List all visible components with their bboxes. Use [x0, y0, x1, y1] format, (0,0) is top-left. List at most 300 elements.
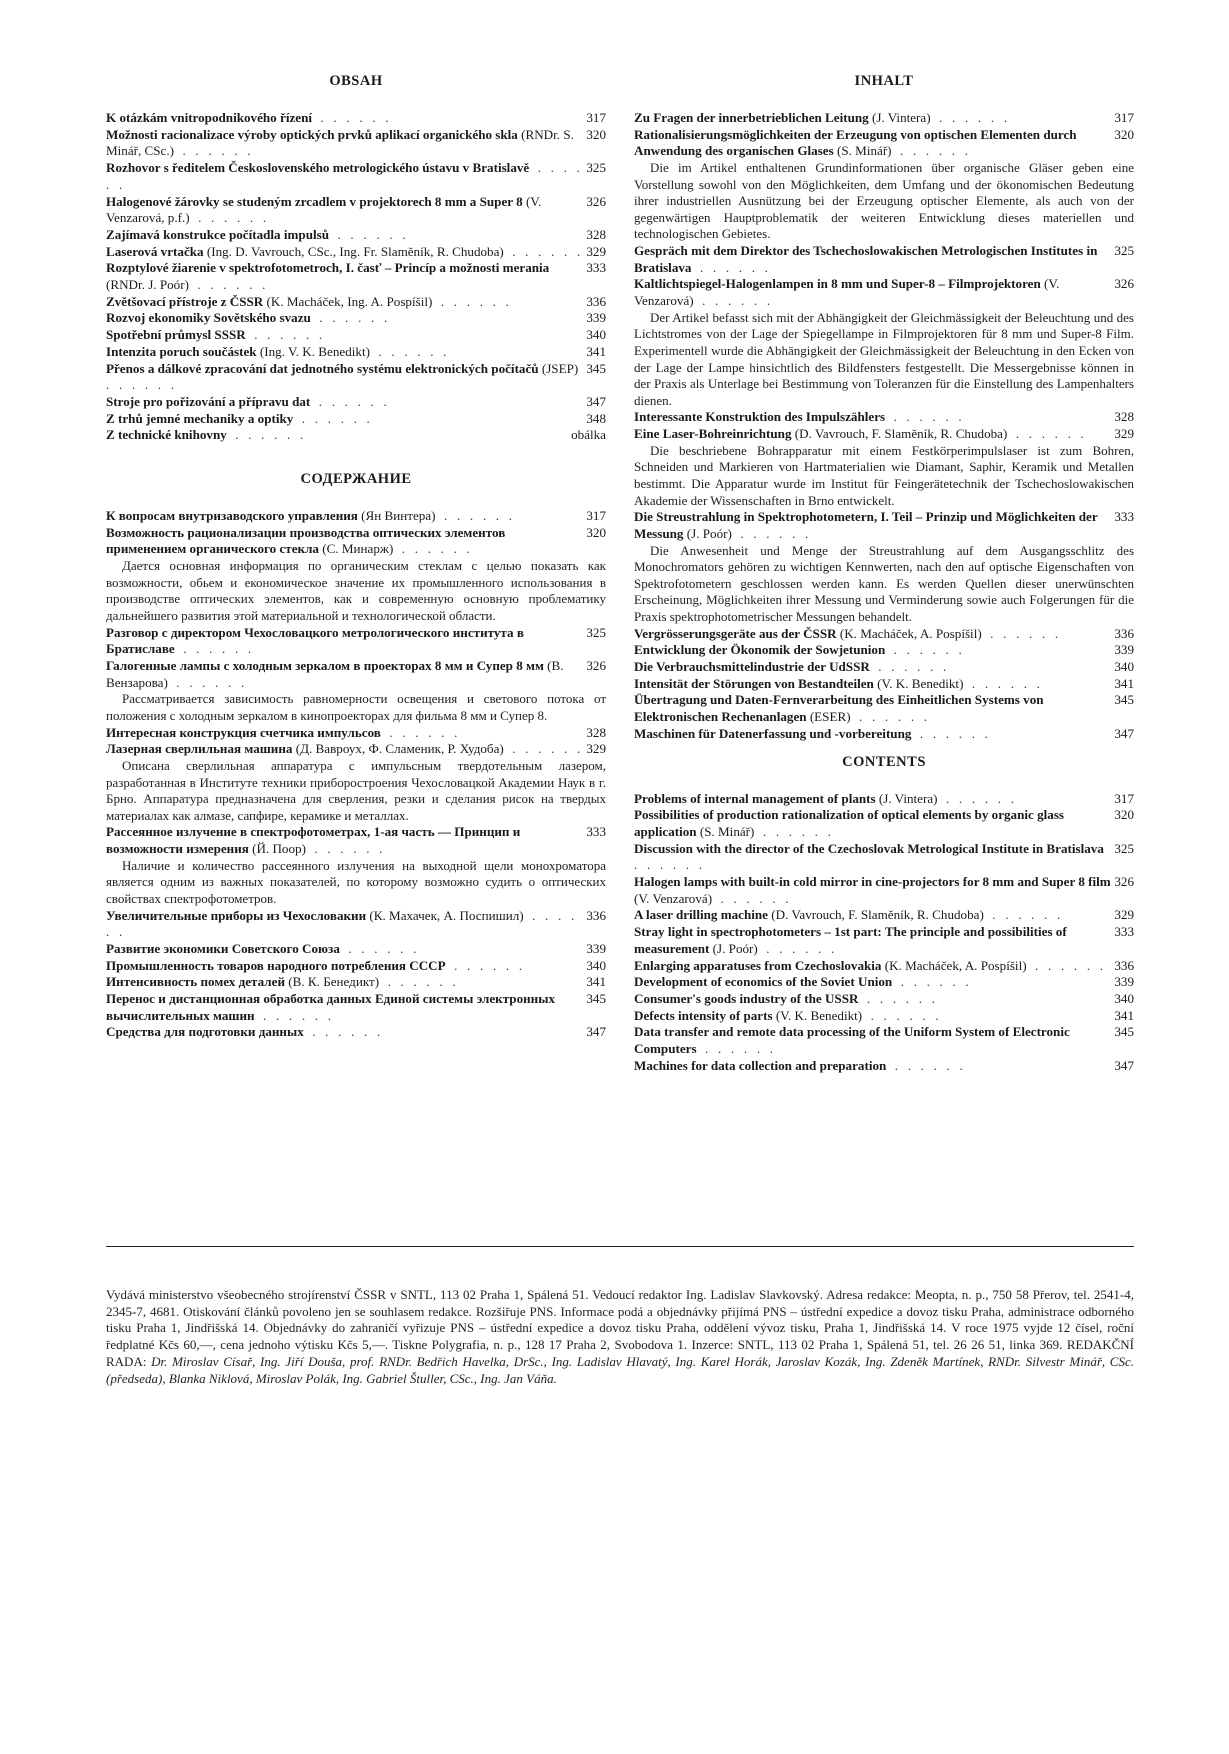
toc-entry-text — [634, 110, 931, 125]
toc-entry-tail — [1114, 676, 1134, 693]
soderzhanie-title: СОДЕРЖАНИЕ — [300, 471, 412, 488]
toc-entry-tail — [586, 508, 606, 525]
toc-leader-dots: . . . . . . — [756, 823, 835, 839]
toc-leader-dots: . . . . . . — [382, 724, 461, 740]
toc-entry-tail — [586, 344, 606, 361]
toc-entry-tail — [1114, 726, 1134, 743]
toc-entry-text — [106, 110, 312, 125]
toc-entry-text — [634, 791, 938, 806]
toc-leader-dots: . . . . . . — [247, 327, 326, 343]
inhalt-title: INHALT — [854, 73, 914, 89]
toc-entry — [106, 525, 606, 558]
toc-entry — [634, 958, 1134, 975]
toc-entry-author: (Й. Поор) — [248, 841, 306, 857]
toc-entry — [634, 426, 1134, 443]
toc-entry — [634, 626, 1134, 643]
toc-entry-author: (V. Venzarová) — [634, 276, 1060, 309]
toc-entry — [106, 741, 606, 758]
toc-leader-dots: . . . . . . — [852, 709, 931, 725]
toc-page-number: 345 — [1114, 1024, 1134, 1040]
toc-entry-tail — [586, 327, 606, 344]
toc-entry-tail — [1114, 110, 1134, 127]
toc-entry — [634, 807, 1134, 840]
toc-entry-tail — [1114, 958, 1134, 975]
toc-leader-dots: . . . . . . — [341, 940, 420, 956]
toc-leader-dots: . . . . . . — [634, 857, 706, 873]
toc-page-number: 345 — [586, 360, 606, 376]
toc-entry — [106, 227, 606, 244]
toc-page-number: 345 — [586, 991, 606, 1007]
toc-entry-author: (Ing. D. Vavrouch, CSc., Ing. Fr. Slaměník, R. Chudoba) — [203, 243, 504, 259]
toc-entry — [106, 958, 606, 975]
toc-entry-author: (RNDr. J. Poór) — [106, 277, 189, 293]
obsah-title: OBSAH — [329, 73, 383, 89]
toc-entry-title: Средства для подготовки данных — [106, 1024, 304, 1040]
toc-leader-dots: . . . . . . — [190, 277, 269, 293]
toc-entry-author: (В. Вензарова) — [106, 657, 564, 690]
toc-entry-title: Gespräch mit dem Direktor des Tschechoslowakischen Metrologischen Institutes in Bratislava — [634, 243, 1098, 275]
toc-abstract: Дается основная информация по органическим стеклам с целью показать как возможности, обьем и економическое значение их промышленного использования в производстве оптических элементов, как и современную основную проблематику дальнейшего развития этой материальной и технологической области. — [106, 558, 606, 623]
toc-page-number: 326 — [586, 657, 606, 673]
toc-page-number: 339 — [586, 940, 606, 956]
toc-entry-author: (S. Minář) — [696, 823, 755, 839]
toc-entry-tail — [1114, 1008, 1134, 1025]
toc-entry-text — [106, 725, 381, 740]
toc-page-number: 340 — [586, 327, 606, 343]
toc-page-number: 325 — [586, 624, 606, 640]
toc-entry-title: Рассеянное излучение в спектрофотометрах, 1-ая часть — Принцип и возможности измерения — [106, 824, 521, 857]
editorial-board-names: Dr. Miroslav Císař, Ing. Jiří Douša, prof. RNDr. Bedřich Havelka, DrSc., Ing. Ladislav Hlavatý, Ing. Karel Horák, Jaroslav Kozák, Ing. Zdeněk Martínek, RNDr. Silvestr Minář, CSc. (předseda), Blanka Niklová, Miroslav Polák, Ing. Gabriel Štuller, CSc., Ing. Jan Váňa. — [106, 1353, 1134, 1386]
toc-entry-author: (V. K. Benedikt) — [873, 675, 964, 691]
toc-entry-title: Halogenové žárovky se studeným zrcadlem v projektorech 8 mm a Super 8 — [106, 193, 523, 209]
toc-page-number: 340 — [586, 957, 606, 973]
toc-entry-tail — [586, 741, 606, 758]
toc-page-number: 329 — [586, 243, 606, 259]
toc-entry-text — [106, 974, 379, 989]
toc-entry — [634, 409, 1134, 426]
toc-leader-dots: . . . . . . — [106, 377, 178, 393]
editorial-board-label: REDAKČNÍ RADA: — [106, 1337, 1134, 1369]
toc-abstract: Рассматривается зависимость равномерности освещения и светового потока от положения с холодным зеркалом в кинопроекторах для фильма 8 мм и Супер 8. — [106, 691, 606, 723]
toc-entry-tail — [1114, 974, 1134, 991]
toc-page-number: 326 — [1114, 276, 1134, 292]
toc-entry — [106, 991, 606, 1024]
toc-page-number: 320 — [586, 524, 606, 540]
toc-entry — [106, 160, 606, 193]
toc-entry — [106, 908, 606, 941]
toc-entry-title: Übertragung und Daten-Fernverarbeitung des Einheitlichen Systems von Elektronischen Rechenanlagen — [634, 692, 1044, 725]
toc-page-number: 336 — [1114, 957, 1134, 973]
toc-entry-text — [634, 807, 1064, 839]
toc-leader-dots: . . . . . . — [698, 1041, 777, 1057]
toc-leader-dots: . . . . . . — [695, 293, 774, 309]
toc-entry-tail — [1114, 841, 1134, 858]
toc-entry-tail — [1114, 807, 1134, 824]
left-column — [106, 72, 606, 1041]
toc-abstract: Описана сверлильная аппаратура с импульсным твердотельным лазером, разработанная в Институте техники приборостроения Чехословацкой Академии Наук в г. Брно. Аппаратура предназначена для сверления, резки и сделания рисок на твердых материалах как алмазе, сапфире, керамике и металлах. — [106, 757, 606, 823]
toc-entry-title: Possibilities of production rationalization of optical elements by organic glass application — [634, 807, 1065, 839]
toc-entry-text — [106, 194, 541, 226]
toc-entry-text — [634, 974, 892, 989]
toc-entry-author: (S. Minář) — [833, 143, 892, 159]
toc-leader-dots: . . . . . . — [437, 508, 516, 524]
toc-entry-tail — [586, 361, 606, 378]
toc-page-number: 347 — [586, 393, 606, 409]
toc-entry — [106, 361, 606, 394]
imprint-text: Vydává ministerstvo všeobecného strojírenství ČSSR v SNTL, 113 02 Praha 1, Spálená 51. Vedoucí redaktor Ing. Ladislav Slavkovský. Adresa redakce: Meopta, n. p., 750 58 Přerov, tel. 2541-4, 2345-7, 4681. Otiskování článků povoleno jen se souhlasem redakce. Rozšiřuje PNS. Informace podá a objednávky přijímá PNS – ústřední expedice a dovoz tisku Praha, administrace odborného tisku Praha 1, Jindřišská 14. Objednávky do zahraničí vyřizuje PNS – ústřední expedice a dovoz tisku Praha, oddělení vývoz tisku, Praha 1, Jindřišská 14. V roce 1975 vyjde 12 čísel, roční ředplatné Kčs 60,—, cena jednoho výtisku Kčs 5,—. Tiskne Polygrafia, n. p., 128 17 Praha 2, Svobodova 1. Inzerce: SNTL, 113 02 Praha 1, Spálená 51, tel. 26 26 51, linka 369. — [106, 1287, 1134, 1353]
toc-leader-dots: . . . . . . — [1028, 957, 1107, 973]
toc-entry-tail — [586, 658, 606, 675]
toc-entry-author: (D. Vavrouch, F. Slaměník, R. Chudoba) — [767, 907, 984, 923]
toc-entry-tail — [586, 260, 606, 277]
soderzhanie-list — [106, 508, 606, 1041]
toc-entry-text — [106, 244, 504, 259]
toc-page-number: 325 — [1114, 840, 1134, 856]
toc-entry-text — [634, 676, 963, 691]
toc-entry-text — [106, 411, 293, 426]
toc-leader-dots: . . . . . . — [893, 143, 972, 159]
toc-entry-text — [106, 327, 246, 342]
toc-entry-tail — [586, 525, 606, 542]
toc-entry — [634, 874, 1134, 907]
toc-entry-title: Discussion with the director of the Czechoslovak Metrological Institute in Bratislava — [634, 840, 1104, 856]
toc-entry-author: (V. K. Benedikt) — [772, 1007, 863, 1023]
toc-entry — [106, 194, 606, 227]
toc-page-number: 333 — [586, 824, 606, 840]
toc-entry-text — [634, 924, 1067, 956]
toc-entry — [634, 791, 1134, 808]
toc-entry-title: Галогенные лампы с холодным зеркалом в проекторах 8 мм и Супер 8 мм — [106, 657, 544, 673]
toc-entry-tail — [1114, 791, 1134, 808]
contents-title: CONTENTS — [842, 753, 926, 770]
toc-entry — [634, 676, 1134, 693]
toc-entry-author: (J. Poór) — [709, 940, 758, 956]
toc-entry-title: Die Streustrahlung in Spektrophotometern, I. Teil – Prinzip und Möglichkeiten der Messung — [634, 509, 1098, 541]
toc-entry-title: Rozhovor s ředitelem Československého metrologického ústavu v Bratislavě — [106, 160, 530, 176]
toc-leader-dots: . . . . . . — [887, 409, 965, 425]
toc-entry — [634, 127, 1134, 160]
toc-entry-title: Consumer's goods industry of the USSR — [634, 990, 859, 1006]
toc-entry-tail — [586, 958, 606, 975]
toc-entry-title: Stroje pro pořizování a přípravu dat — [106, 393, 311, 409]
toc-entry — [634, 841, 1134, 874]
toc-entry — [106, 244, 606, 261]
toc-entry-title: Intenzita poruch součástek — [106, 343, 257, 359]
toc-leader-dots: . . . . . . — [1009, 426, 1088, 442]
toc-leader-dots: . . . . . . — [985, 907, 1064, 923]
toc-entry-text — [106, 908, 524, 923]
toc-entry-title: К вопросам внутризаводского управления — [106, 508, 358, 524]
toc-entry-title: Maschinen für Datenerfassung und -vorbereitung — [634, 725, 912, 741]
toc-entry-tail — [1114, 509, 1134, 526]
toc-page-number: 348 — [586, 410, 606, 426]
toc-page-number: 336 — [1114, 625, 1134, 641]
toc-entry — [634, 276, 1134, 309]
toc-entry-tail — [1114, 924, 1134, 941]
toc-page-number: 328 — [586, 226, 606, 242]
toc-entry-title: Možnosti racionalizace výroby optických prvků aplikací organického skla — [106, 126, 518, 142]
toc-entry — [634, 642, 1134, 659]
toc-entry-title: Rozptylové žiarenie v spektrofotometroch, I. časť – Princíp a možnosti merania — [106, 260, 550, 276]
toc-page-number: 341 — [1114, 675, 1134, 691]
toc-entry-text — [106, 394, 310, 409]
toc-entry-title: Rozvoj ekonomiky Sovětského svazu — [106, 310, 311, 326]
toc-leader-dots: . . . . . . — [312, 310, 391, 326]
toc-entry-tail — [1114, 907, 1134, 924]
toc-entry-title: Z trhů jemné mechaniky a optiky — [106, 410, 294, 426]
toc-leader-dots: . . . . . . — [314, 110, 392, 125]
toc-entry-author: (K. Macháček, Ing. A. Pospíšil) — [263, 293, 433, 309]
toc-page-number: 339 — [1114, 974, 1134, 990]
toc-leader-dots: . . . . . . — [106, 160, 584, 192]
toc-entry — [106, 110, 606, 127]
toc-leader-dots: . . . . . . — [505, 741, 584, 757]
toc-abstract: Die Anwesenheit und Menge der Streustrahlung auf dem Ausgangsschlitz des Monochromators gehören zu wichtigen Kennwerten, nach den auf optische Eigenschaften von Spektrofotometern geschlossen werden kann. Es werden Quellen dieser unerwünschten Erscheinung, Möglichkeiten ihrer Messung und Verminderung sowie auch Folgerungen für die Praxis spektrophotometrischer Messungen behandelt. — [634, 542, 1134, 625]
toc-leader-dots: . . . . . . — [965, 675, 1044, 691]
toc-leader-dots: . . . . . . — [932, 110, 1011, 125]
toc-entry-text — [106, 941, 340, 956]
toc-entry-title: Возможность рационализации производства оптических элементов применением органического стекла — [106, 524, 506, 557]
toc-leader-dots: . . . . . . — [983, 625, 1062, 641]
toc-page-number: 340 — [1114, 990, 1134, 1006]
toc-leader-dots: . . . . . . — [191, 210, 270, 226]
toc-page-number: 317 — [586, 508, 606, 524]
toc-page-number: 325 — [1114, 243, 1134, 259]
toc-page-number: obálka — [571, 427, 606, 443]
toc-entry-title: Stray light in spectrophotometers – 1st part: The principle and possibilities of measurement — [634, 924, 1067, 956]
toc-entry-tail — [586, 1024, 606, 1041]
toc-entry-tail — [586, 227, 606, 244]
toc-entry — [634, 924, 1134, 957]
obsah-list — [106, 110, 606, 444]
toc-leader-dots: . . . . . . — [176, 641, 255, 657]
toc-entry-tail — [586, 244, 606, 261]
toc-entry-tail — [1114, 692, 1134, 709]
toc-entry-text — [634, 1058, 886, 1073]
toc-entry-tail — [586, 908, 606, 925]
toc-entry — [106, 260, 606, 293]
toc-entry-author: (Ян Винтера) — [357, 508, 436, 524]
toc-entry-author: (ESER) — [806, 709, 851, 725]
toc-entry-title: Entwicklung der Ökonomik der Sowjetunion — [634, 642, 886, 658]
toc-entry-text — [634, 409, 885, 424]
toc-entry-text — [106, 741, 504, 756]
toc-entry-author: (J. Vintera) — [875, 790, 938, 806]
toc-entry-tail — [1114, 243, 1134, 260]
toc-leader-dots: . . . . . . — [169, 674, 248, 690]
toc-entry — [634, 110, 1134, 127]
toc-leader-dots: . . . . . . — [331, 226, 409, 242]
toc-entry-title: Die Verbrauchsmittelindustrie der UdSSR — [634, 659, 870, 675]
toc-leader-dots: . . . . . . — [447, 957, 526, 973]
toc-entry-author: (JSEP) — [538, 360, 579, 376]
toc-page-number: 341 — [586, 343, 606, 359]
toc-leader-dots: . . . . . . — [228, 427, 307, 443]
toc-leader-dots: . . . . . . — [864, 1007, 942, 1023]
toc-entry-tail — [1114, 659, 1134, 676]
toc-entry — [634, 509, 1134, 542]
toc-page-number: 341 — [1114, 1007, 1134, 1023]
toc-leader-dots: . . . . . . — [860, 990, 939, 1006]
toc-leader-dots: . . . . . . — [295, 410, 374, 426]
right-column — [634, 72, 1134, 1074]
toc-leader-dots: . . . . . . — [505, 243, 584, 259]
toc-entry — [106, 411, 606, 428]
toc-page-number: 340 — [1114, 659, 1134, 675]
toc-entry — [634, 659, 1134, 676]
toc-leader-dots: . . . . . . — [888, 1057, 966, 1073]
toc-entry-author: (V. Venzarová) — [634, 890, 713, 906]
toc-entry-title: Z technické knihovny — [106, 427, 227, 443]
toc-entry-title: Kaltlichtspiegel-Halogenlampen in 8 mm und Super-8 – Filmprojektoren — [634, 276, 1041, 292]
toc-entry-tail — [586, 991, 606, 1008]
toc-entry-text — [106, 310, 311, 325]
toc-entry-text — [106, 361, 578, 376]
toc-leader-dots: . . . . . . — [733, 525, 812, 541]
toc-page-number: 347 — [586, 1024, 606, 1040]
toc-entry-tail — [586, 394, 606, 411]
toc-entry-title: Промышленность товаров народного потребления СССР — [106, 957, 446, 973]
toc-entry-tail — [586, 310, 606, 327]
toc-entry — [634, 726, 1134, 743]
toc-entry-tail — [586, 725, 606, 742]
toc-page-number: 347 — [1114, 1057, 1134, 1073]
toc-entry-title: Увеличительные приборы из Чехословакии — [106, 907, 367, 923]
toc-entry-text — [634, 958, 1027, 973]
toc-entry-text — [106, 958, 446, 973]
toc-abstract: Der Artikel befasst sich mit der Abhängigkeit der Gleichmässigkeit der Beleuchtung und des Lichtstromes von der Lage der Spiegellampe in Filmprojektoren für 8 mm und Super-8 Film. Experimentell wurde die Abhängigkeit der Gleichmässigkeit der Beleuchtung in den Ecken von der Lage der Lampe hinsichtlich des Bildfensters festgestellt. Die Messergebnisse können in der Praxis als Unterlage bei Bestimmung von Toleranzen für die Einstellung des Lampenhalters dienen. — [634, 309, 1134, 408]
toc-leader-dots: . . . . . . — [894, 974, 972, 990]
toc-entry-tail — [571, 427, 606, 444]
toc-entry-text — [106, 625, 524, 657]
toc-leader-dots: . . . . . . — [887, 642, 965, 658]
toc-page-number: 341 — [586, 974, 606, 990]
toc-entry — [106, 327, 606, 344]
toc-entry-title: Development of economics of the Soviet Union — [634, 974, 893, 990]
toc-leader-dots: . . . . . . — [256, 1007, 335, 1023]
toc-entry-author: (С. Минарж) — [318, 541, 394, 557]
toc-entry-tail — [1114, 642, 1134, 659]
toc-entry-text — [634, 874, 1111, 906]
toc-entry — [106, 310, 606, 327]
toc-entry-title: Spotřební průmysl SSSR — [106, 327, 246, 343]
toc-entry-title: Разговор с директором Чехословацкого метрологического института в Братиславе — [106, 624, 524, 657]
toc-entry — [106, 824, 606, 857]
toc-entry-title: Defects intensity of parts — [634, 1007, 773, 1023]
toc-leader-dots: . . . . . . — [693, 259, 772, 275]
toc-page-number: 336 — [586, 907, 606, 923]
toc-entry-author: (K. Macháček, A. Pospíšil) — [881, 957, 1027, 973]
toc-entry-title: Laserová vrtačka — [106, 243, 204, 259]
toc-page-number: 317 — [1114, 790, 1134, 806]
toc-page-number: 317 — [586, 110, 606, 125]
toc-entry-author: (В. К. Бенедикт) — [285, 974, 380, 990]
toc-abstract: Die im Artikel enthaltenen Grundinformationen über organische Gläser geben eine Vorstellung sowohl von den Möglichkeiten, dem Umfang und der ökonomischen Bedeutung ihrer industriellen Ausnützung bei der Erzeugung optischer Elemente, als auch von der gegenwärtigen Hauptproblematik der weiteren Entwicklung dieses materiellen und technologischen Gebietes. — [634, 160, 1134, 242]
toc-entry-author: (K. Macháček, A. Pospíšil) — [836, 625, 982, 641]
toc-entry — [634, 991, 1134, 1008]
toc-abstract: Наличие и количество рассеянного излучения на выходной щели монохроматора является одним из важных показателей, по которому возможно судить о оптических свойствах спектрофотометров. — [106, 857, 606, 906]
toc-page-number: 329 — [1114, 907, 1134, 923]
toc-entry-text — [634, 1008, 862, 1023]
toc-page-number: 325 — [586, 160, 606, 176]
toc-page-number: 320 — [586, 126, 606, 142]
toc-page-number: 339 — [586, 310, 606, 326]
toc-entry-title: Rationalisierungsmöglichkeiten der Erzeugung von optischen Elementen durch Anwendung des organischen Glases — [634, 126, 1077, 159]
toc-entry-text — [106, 160, 529, 175]
toc-leader-dots: . . . . . . — [871, 659, 950, 675]
toc-entry-tail — [586, 160, 606, 177]
toc-page-number: 317 — [1114, 110, 1134, 125]
toc-entry-text — [106, 344, 370, 359]
toc-entry-tail — [1114, 991, 1134, 1008]
toc-entry — [634, 1024, 1134, 1057]
toc-leader-dots: . . . . . . — [434, 293, 513, 309]
toc-page-number: 345 — [1114, 692, 1134, 708]
toc-leader-dots: . . . . . . — [759, 940, 838, 956]
toc-entry — [106, 725, 606, 742]
toc-entry — [106, 1024, 606, 1041]
toc-leader-dots: . . . . . . — [371, 343, 450, 359]
toc-leader-dots: . . . . . . — [714, 890, 792, 906]
toc-leader-dots: . . . . . . — [939, 790, 1018, 806]
toc-entry-text — [106, 1024, 304, 1039]
toc-entry-author: (Ing. V. K. Benedikt) — [256, 343, 370, 359]
toc-entry-text — [634, 991, 858, 1006]
toc-page-number: 320 — [1114, 126, 1134, 142]
toc-entry-tail — [586, 294, 606, 311]
toc-entry — [634, 243, 1134, 276]
toc-page-number: 328 — [586, 724, 606, 740]
toc-entry-tail — [1114, 1024, 1134, 1041]
toc-entry-tail — [1114, 276, 1134, 293]
toc-entry-tail — [1114, 1058, 1134, 1075]
inhalt-list — [634, 110, 1134, 743]
toc-entry-text — [634, 127, 1077, 159]
toc-entry-title: Data transfer and remote data processing of the Uniform System of Electronic Computers — [634, 1024, 1070, 1057]
toc-page-number: 329 — [1114, 426, 1134, 442]
toc-page-number: 320 — [1114, 807, 1134, 823]
toc-entry-author: (RNDr. S. Minář, CSc.) — [106, 126, 574, 159]
toc-entry-title: Перенос и дистанционная обработка данных Единой системы электронных вычислительных машин — [106, 991, 555, 1023]
toc-entry-title: Zu Fragen der innerbetrieblichen Leitung — [634, 110, 869, 125]
toc-page-number: 333 — [1114, 924, 1134, 940]
toc-entry-text — [634, 426, 1007, 441]
toc-page-number: 326 — [586, 193, 606, 209]
toc-entry-title: Problems of internal management of plants — [634, 790, 876, 806]
toc-entry-tail — [586, 194, 606, 211]
toc-entry-text — [106, 508, 436, 523]
footer-divider — [106, 1246, 1134, 1247]
toc-entry-text — [634, 841, 1104, 856]
toc-entry-title: Vergrösserungsgeräte aus der ČSSR — [634, 625, 837, 641]
toc-entry-title: A laser drilling machine — [634, 907, 768, 923]
toc-entry-tail — [586, 110, 606, 127]
toc-entry-title: Přenos a dálkové zpracování dat jednotného systému elektronických počítačů — [106, 360, 539, 376]
toc-entry-text — [106, 427, 227, 442]
toc-entry — [106, 127, 606, 160]
toc-leader-dots: . . . . . . — [176, 143, 254, 159]
toc-entry-author: (Д. Вавроух, Ф. Сламеник, Р. Худоба) — [292, 741, 504, 757]
toc-leader-dots: . . . . . . — [106, 907, 578, 940]
toc-entry — [106, 294, 606, 311]
toc-entry — [106, 941, 606, 958]
toc-leader-dots: . . . . . . — [395, 541, 474, 557]
toc-page-number: 333 — [1114, 509, 1134, 525]
toc-leader-dots: . . . . . . — [307, 841, 386, 857]
toc-entry-text — [634, 626, 982, 641]
toc-entry-text — [106, 260, 549, 292]
toc-page-number: 329 — [586, 741, 606, 757]
